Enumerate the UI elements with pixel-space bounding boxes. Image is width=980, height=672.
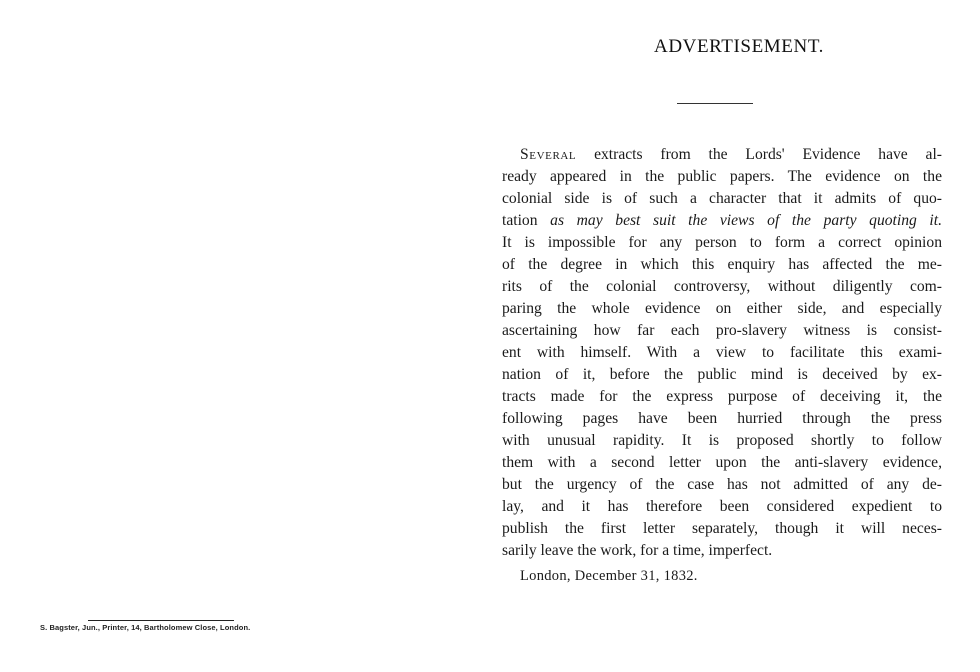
- paragraph-line: [502, 210, 942, 232]
- title-rule: [677, 103, 753, 104]
- paragraph-line: but the urgency of the case has not admitted of any de-: [502, 476, 942, 493]
- printer-imprint: S. Bagster, Jun., Printer, 14, Bartholomew Close, London.: [40, 623, 251, 632]
- signoff-dateline: London, December 31, 1832.: [520, 568, 698, 584]
- paragraph-line: sarily leave the work, for a time, imperfect.: [502, 542, 773, 559]
- line-text: tation: [502, 212, 551, 229]
- paragraph-line: ready appeared in the public papers. The evidence on the: [502, 168, 942, 185]
- paragraph-line: It is impossible for any person to form a correct opinion: [502, 234, 942, 251]
- advertisement-paragraph: [502, 144, 942, 562]
- paragraph-line: rits of the colonial controversy, without diligently com-: [502, 278, 942, 295]
- line-text: extracts from the Lords' Evidence have al-: [576, 146, 942, 163]
- paragraph-line: them with a second letter upon the anti-slavery evidence,: [502, 454, 942, 471]
- paragraph-line: following pages have been hurried through the press: [502, 410, 942, 427]
- italic-phrase: as may best suit the views of the party quoting it.: [550, 212, 942, 229]
- lead-word: Several: [520, 146, 577, 163]
- page-title: ADVERTISEMENT.: [654, 36, 824, 57]
- paragraph-line: publish the first letter separately, though it will neces-: [502, 520, 942, 537]
- paragraph-line: ascertaining how far each pro-slavery witness is consist-: [502, 322, 942, 339]
- paragraph-line: nation of it, before the public mind is deceived by ex-: [502, 366, 942, 383]
- paragraph-line: paring the whole evidence on either side, and especially: [502, 300, 942, 317]
- paragraph-line: of the degree in which this enquiry has affected the me-: [502, 256, 942, 273]
- paragraph-line: ent with himself. With a view to facilitate this exami-: [502, 344, 942, 361]
- paragraph-line: [502, 144, 942, 166]
- paragraph-line: lay, and it has therefore been considered expedient to: [502, 498, 942, 515]
- paragraph-line: colonial side is of such a character that it admits of quo-: [502, 190, 942, 207]
- right-page: [490, 0, 980, 672]
- printer-rule: [88, 620, 234, 621]
- paragraph-line: tracts made for the express purpose of deceiving it, the: [502, 388, 942, 405]
- paragraph-line: with unusual rapidity. It is proposed shortly to follow: [502, 432, 942, 449]
